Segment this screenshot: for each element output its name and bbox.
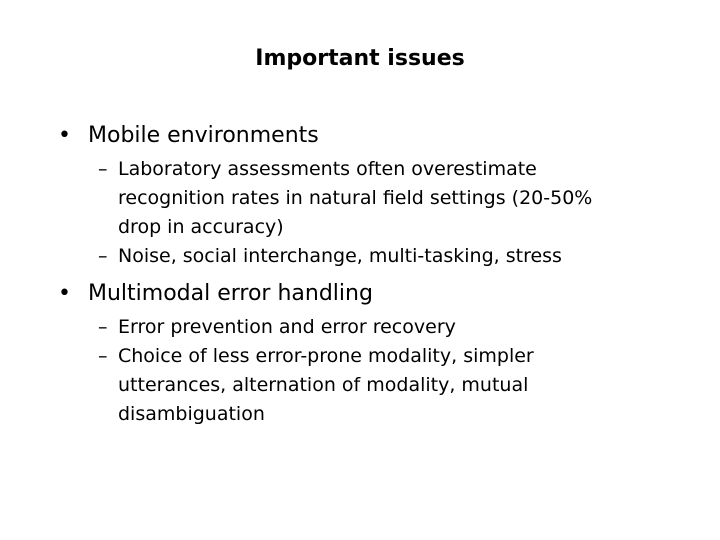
sub-bullet-text: Laboratory assessments often overestimate recognition rates in natural field settings (20-50% drop in accuracy) bbox=[118, 158, 593, 238]
dash-marker: – bbox=[98, 316, 108, 338]
bullet-multimodal-error-handling bbox=[58, 279, 688, 309]
sub-bullet-list bbox=[98, 313, 688, 429]
bullet-text: Mobile environments bbox=[88, 123, 319, 148]
sub-bullet-noise bbox=[98, 242, 638, 271]
bullet-mobile-environments bbox=[58, 121, 688, 151]
sub-bullet-text: Error prevention and error recovery bbox=[118, 316, 456, 338]
bullet-list bbox=[58, 121, 688, 429]
sub-bullet-error-prevention bbox=[98, 313, 638, 342]
dash-marker: – bbox=[98, 345, 108, 367]
sub-bullet-text: Choice of less error-prone modality, simpler utterances, alternation of modality, mutual disambiguation bbox=[118, 345, 534, 425]
dash-marker: – bbox=[98, 245, 108, 267]
bullet-text: Multimodal error handling bbox=[88, 281, 373, 306]
slide-title: Important issues bbox=[255, 46, 465, 71]
dash-marker: – bbox=[98, 158, 108, 180]
sub-bullet-modality-choice bbox=[98, 342, 638, 429]
sub-bullet-list bbox=[98, 155, 688, 271]
bullet-marker: • bbox=[58, 123, 71, 148]
sub-bullet-lab-assessments bbox=[98, 155, 638, 242]
sub-bullet-text: Noise, social interchange, multi-tasking, stress bbox=[118, 245, 562, 267]
bullet-marker: • bbox=[58, 281, 71, 306]
